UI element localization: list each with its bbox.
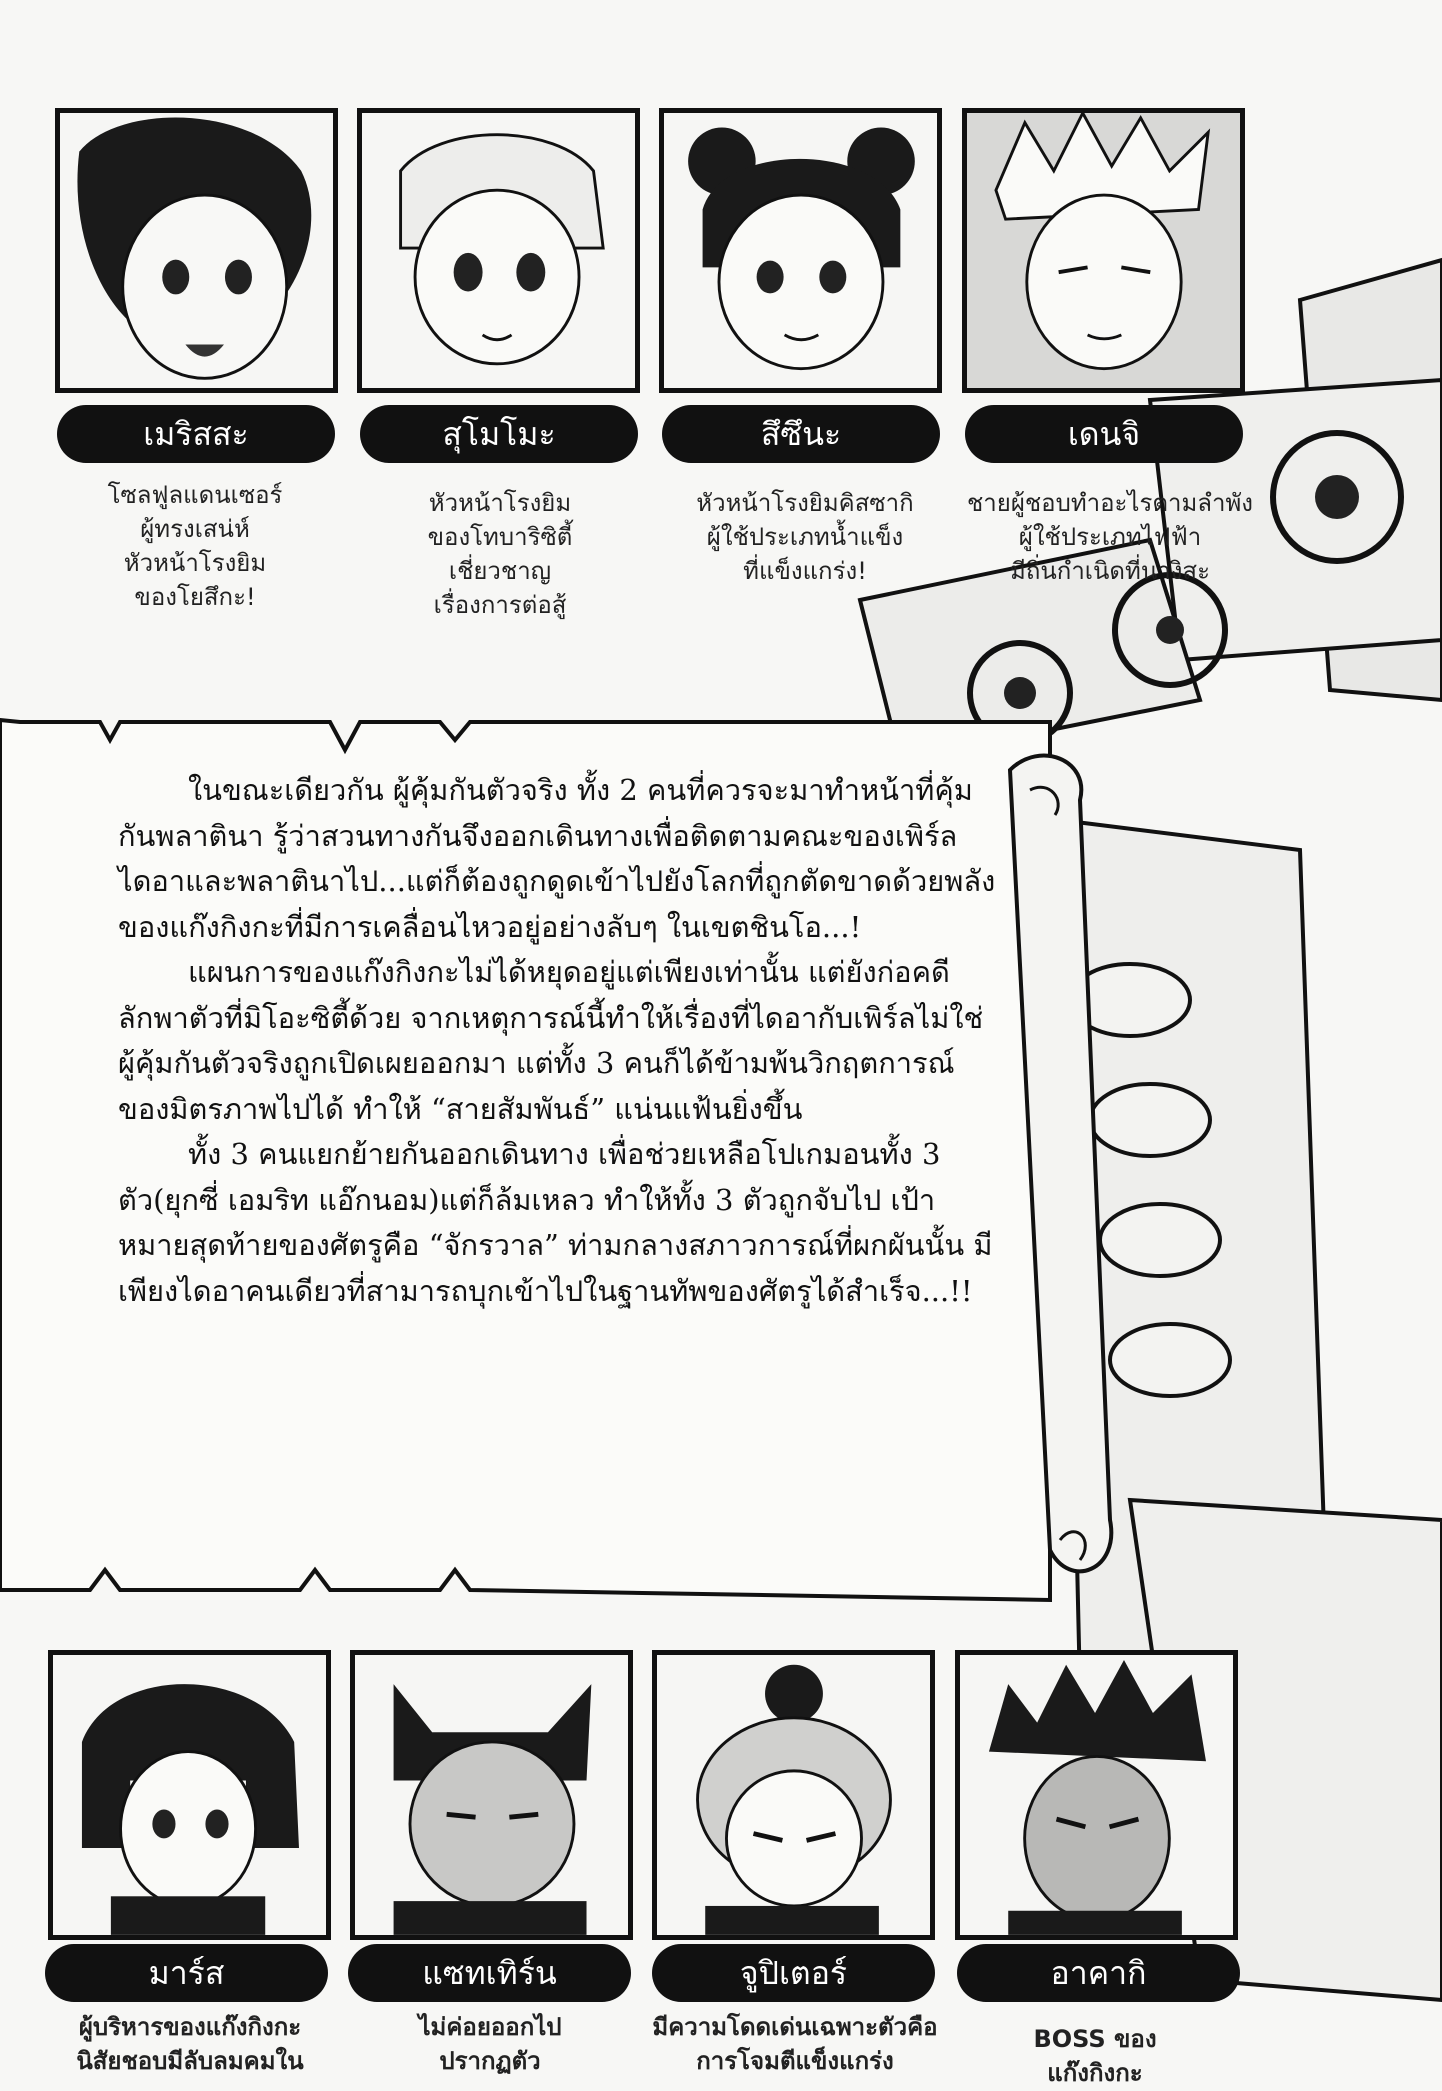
portrait-panel-5 xyxy=(48,1650,331,1940)
character-name: เมริสสะ xyxy=(143,414,249,453)
character-description: ไม่ค่อยออกไป ปรากฏตัว xyxy=(418,2013,562,2075)
character-name-pill xyxy=(348,1944,631,2002)
character-description: หัวหน้าโรงยิมคิสซากิ ผู้ใช้ประเภทน้ำแข็ง ที่แข็งแกร่ง! xyxy=(696,489,914,585)
story-paragraph: ทั้ง 3 คนแยกย้ายกันออกเดินทาง เพื่อช่วยเหลือโปเกมอนทั้ง 3 ตัว(ยุกซี่ เอมริท แอ๊กนอม)แต่ก็ล้มเหลว ทำให้ทั้ง 3 ตัวถูกจับไป เป้าหมายสุดท้ายของศัตรูคือ “จักรวาล” ท่ามกลางสภาวการณ์ที่ผกผันนั้น มีเพียงไดอาคนเดียวที่สามารถบุกเข้าไปในฐานทัพของศัตรูได้สำเร็จ...!! xyxy=(118,1137,993,1308)
character-name-pill xyxy=(957,1944,1240,2002)
character-portrait xyxy=(53,1655,326,1935)
character-name: อาคากิ xyxy=(1050,1953,1147,1992)
character-description: หัวหน้าโรงยิม ของโทบาริซิตี้ เชี่ยวชาญ เรื่องการต่อสู้ xyxy=(427,489,573,619)
character-description: BOSS ของ แก๊งกิงกะ xyxy=(1033,2025,1157,2087)
character-name-pill xyxy=(652,1944,935,2002)
character-name: เดนจิ xyxy=(1067,414,1141,453)
character-description: มีความโดดเด่นเฉพาะตัวคือ การโจมตีแข็งแกร่ง xyxy=(652,2013,938,2075)
story-paragraph: แผนการของแก๊งกิงกะไม่ได้หยุดอยู่แต่เพียงเท่านั้น แต่ยังก่อคดีลักพาตัวที่มิโอะซิตี้ด้วย จากเหตุการณ์นี้ทำให้เรื่องที่ไดอากับเพิร์ลไม่ใช่ผู้คุ้มกันตัวจริงถูกเปิดเผยออกมา แต่ทั้ง 3 คนก็ได้ข้ามพ้นวิกฤตการณ์ของมิตรภาพไปได้ ทำให้ “สายสัมพันธ์” แน่นแฟ้นยิ่งขึ้น xyxy=(118,955,984,1126)
character-name-pill xyxy=(45,1944,328,2002)
character-description: โซลฟูลแดนเซอร์ ผู้ทรงเสน่ห์ หัวหน้าโรงยิม ของโยสึกะ! xyxy=(107,481,283,611)
portrait-panel-6 xyxy=(350,1650,633,1940)
character-name: สุโมโมะ xyxy=(442,414,556,453)
character-description: ชายผู้ชอบทำอะไรตามลำพัง ผู้ใช้ประเภทไฟฟ้า มีถิ่นกำเนิดที่นางิสะ xyxy=(967,489,1253,585)
character-description: ผู้บริหารของแก๊งกิงกะ นิสัยชอบมีลับลมคมใน xyxy=(76,2013,304,2075)
character-name: สึซึนะ xyxy=(760,414,842,453)
story-summary xyxy=(118,768,998,1314)
character-portrait xyxy=(960,1655,1233,1935)
character-portrait xyxy=(657,1655,930,1935)
character-name: แซทเทิร์น xyxy=(422,1953,557,1992)
character-name: จูปิเตอร์ xyxy=(739,1953,848,1992)
character-name: มาร์ส xyxy=(148,1953,225,1992)
portrait-panel-8 xyxy=(955,1650,1238,1940)
character-portrait xyxy=(355,1655,628,1935)
portrait-panel-7 xyxy=(652,1650,935,1940)
story-paragraph: ในขณะเดียวกัน ผู้คุ้มกันตัวจริง ทั้ง 2 คนที่ควรจะมาทำหน้าที่คุ้มกันพลาตินา รู้ว่าสวนทางกันจึงออกเดินทางเพื่อติดตามคณะของเพิร์ล ไดอาและพลาตินาไป...แต่ก็ต้องถูกดูดเข้าไปยังโลกที่ถูกตัดขาดด้วยพลังของแก๊งกิงกะที่มีการเคลื่อนไหวอยู่อย่างลับๆ ในเขตชินโอ...! xyxy=(118,773,996,944)
